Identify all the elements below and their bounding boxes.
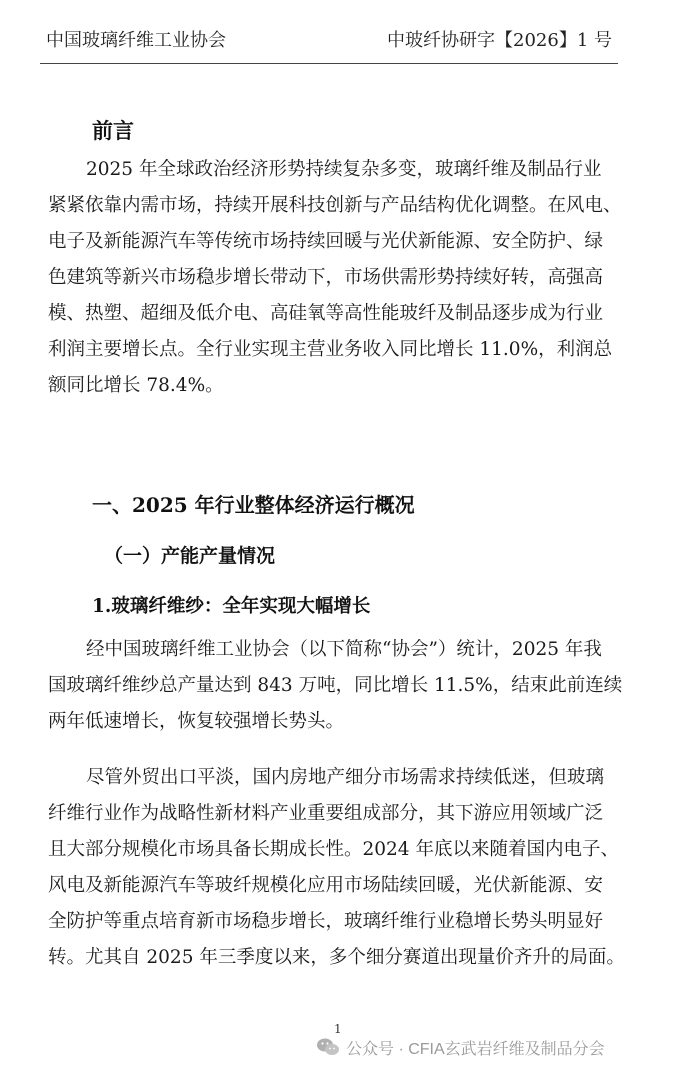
paragraph-line: 国玻璃纤维纱总产量达到 843 万吨，同比增长 11.5%，结束此前连续	[48, 675, 623, 696]
paragraph-line: 全防护等重点培育新市场稳步增长，玻璃纤维行业稳增长势头明显好	[48, 911, 604, 932]
section-heading: 一、2025 年行业整体经济运行概况	[92, 493, 415, 517]
preface-line: 额同比增长 78.4%。	[48, 375, 224, 396]
preface-line: 色建筑等新兴市场稳步增长带动下，市场供需形势持续好转，高强高	[48, 267, 604, 288]
watermark	[316, 1034, 605, 1060]
paragraph-line: 尽管外贸出口平淡，国内房地产细分市场需求持续低迷，但玻璃	[86, 767, 605, 788]
preface-line: 模、热塑、超细及低介电、高硅氧等高性能玻纤及制品逐步成为行业	[48, 303, 604, 324]
paragraph-line: 转。尤其自 2025 年三季度以来，多个细分赛道出现量价齐升的局面。	[48, 947, 625, 968]
paragraph-line: 风电及新能源汽车等玻纤规模化应用市场陆续回暖，光伏新能源、安	[48, 875, 604, 896]
header-document-number: 中玻纤协研字【2026】1 号	[387, 30, 612, 51]
paragraph-line: 纤维行业作为战略性新材料产业重要组成部分，其下游应用领域广泛	[48, 803, 604, 824]
preface-line: 电子及新能源汽车等传统市场持续回暖与光伏新能源、安全防护、绿	[48, 231, 604, 252]
preface-line: 紧紧依靠内需市场，持续开展科技创新与产品结构优化调整。在风电、	[48, 195, 622, 216]
watermark-text: 公众号 · CFIA玄武岩纤维及制品分会	[346, 1040, 605, 1058]
paragraph-line: 经中国玻璃纤维工业协会（以下简称“协会”）统计，2025 年我	[86, 639, 602, 660]
wechat-icon	[316, 1037, 340, 1057]
paragraph-line: 两年低速增长，恢复较强增长势头。	[48, 711, 345, 732]
header-divider	[40, 63, 618, 64]
page-number: 1	[334, 1022, 342, 1036]
preface-line: 利润主要增长点。全行业实现主营业务收入同比增长 11.0%，利润总	[48, 339, 613, 360]
paragraph-line: 且大部分规模化市场具备长期成长性。2024 年底以来随着国内电子、	[48, 839, 619, 860]
item-heading: 1.玻璃纤维纱：全年实现大幅增长	[92, 596, 371, 617]
subsection-heading: （一）产能产量情况	[104, 545, 276, 567]
preface-heading: 前言	[92, 118, 134, 143]
document-header	[40, 28, 618, 58]
preface-line: 2025 年全球政治经济形势持续复杂多变，玻璃纤维及制品行业	[86, 159, 602, 180]
header-organization: 中国玻璃纤维工业协会	[46, 30, 226, 51]
